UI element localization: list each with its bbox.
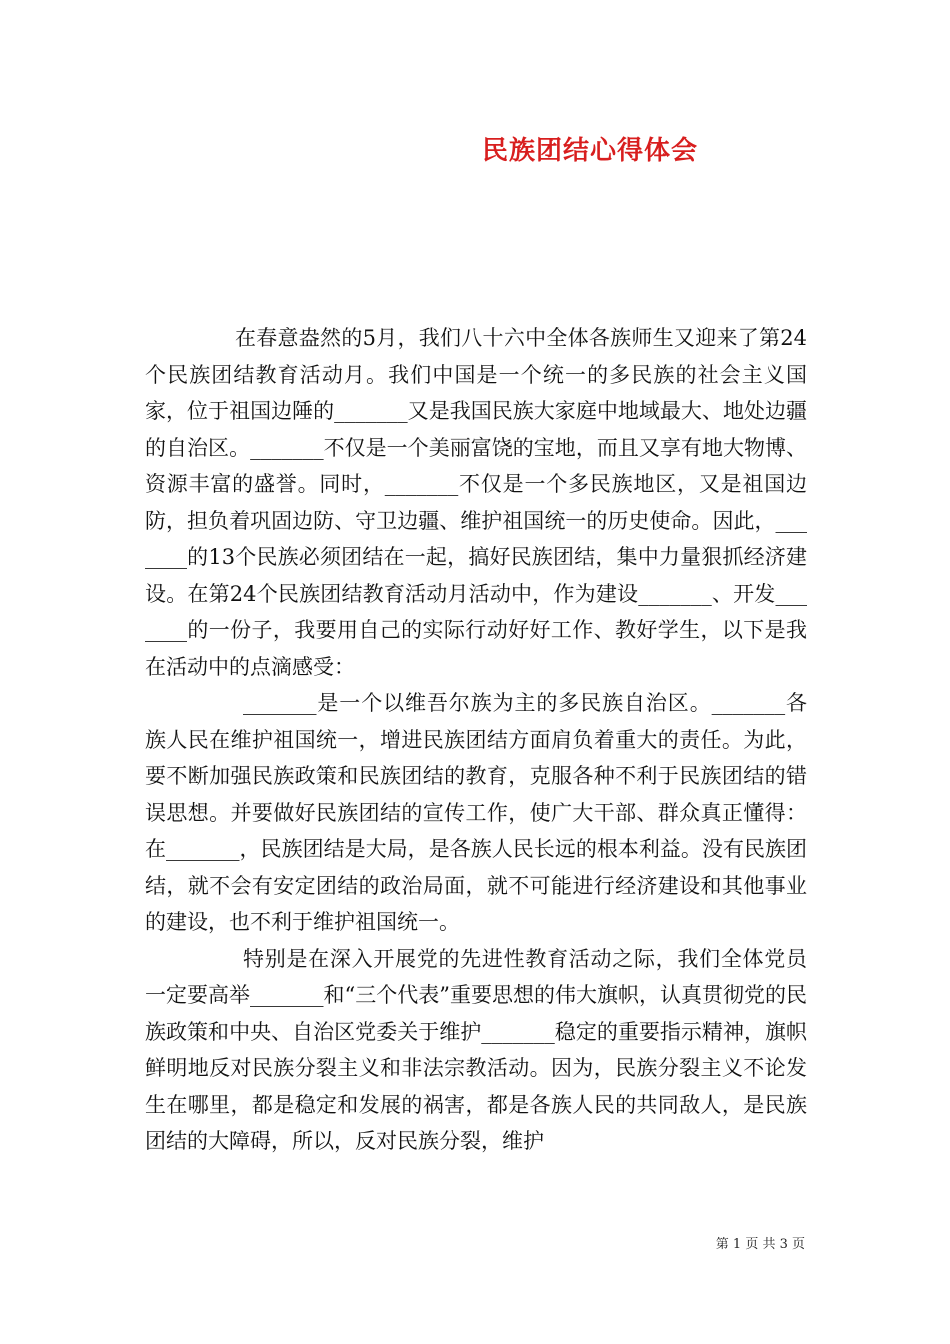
page-number-footer: 第 1 页 共 3 页 xyxy=(715,1237,805,1252)
paragraph-1: 在春意盎然的5月，我们八十六中全体各族师生又迎来了第24个民族团结教育活动月。我们中国是一个统一的多民族的社会主义国家，位于祖国边陲的_______又是我国民族大家庭中地域最大、地处边疆的自治区。_______不仅是一个美丽富饶的宝地，而且又享有地大物博、资源丰富的盛誉。同时，_______不仅是一个多民族地区，又是祖国边防，担负着巩固边防、守卫边疆、维护祖国统一的历史使命。因此，_______的13个民族必须团结在一起，搞好民族团结，集中力量狠抓经济建设。在第24个民族团结教育活动月活动中，作为建设_______、开发_______的一份子，我要用自己的实际行动好好工作、教好学生，以下是我在活动中的点滴感受： xyxy=(145,326,807,679)
paragraph-2: _______是一个以维吾尔族为主的多民族自治区。_______各族人民在维护祖国统一，增进民族团结方面肩负着重大的责任。为此，要不断加强民族政策和民族团结的教育，克服各种不利于民族团结的错误思想。并要做好民族团结的宣传工作，使广大干部、群众真正懂得：在_______，民族团结是大局，是各族人民长远的根本利益。没有民族团结，就不会有安定团结的政治局面，就不可能进行经济建设和其他事业的建设，也不利于维护祖国统一。 xyxy=(145,691,807,934)
document-body xyxy=(145,320,807,1160)
document-title: 民族团结心得体会 xyxy=(481,136,698,166)
paragraph-3: 特别是在深入开展党的先进性教育活动之际，我们全体党员一定要高举_______和“三个代表”重要思想的伟大旗帜，认真贯彻党的民族政策和中央、自治区党委关于维护_______稳定的重要指示精神，旗帜鲜明地反对民族分裂主义和非法宗教活动。因为，民族分裂主义不论发生在哪里，都是稳定和发展的祸害，都是各族人民的共同敌人，是民族团结的大障碍，所以，反对民族分裂，维护 xyxy=(145,946,807,1153)
